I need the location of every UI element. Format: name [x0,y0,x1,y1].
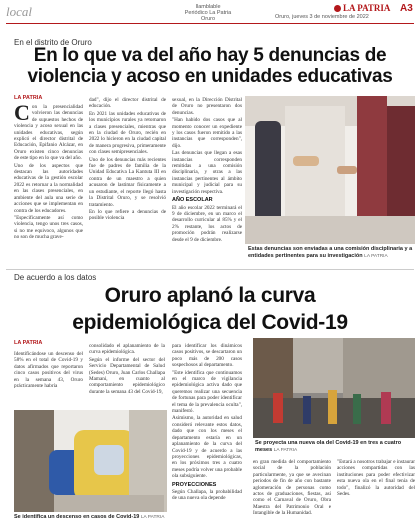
article1-headline-line1: En lo que va del año hay 5 denuncias de [33,45,387,66]
article1-headline [6,45,414,87]
article2-caption-right-credit: LA PATRIA [273,447,298,453]
article2-byline: LA PATRIA [14,340,43,346]
article1-col1-p1: on la presencialidad volvieron las denuncias de supuestos hechos de violencia y acoso sexual en las unidades educativas, según explicó el director distrital de Educación, Epifanio Alcázar, en Oruro existen cinco denuncias de este tipo en lo que va del año. [14,104,83,162]
article2-photo-left-illustration [14,410,167,512]
page-number: A3 [400,3,413,14]
article2-caption-left-credit: LA PATRIA [140,515,165,520]
article2-photo-left [14,410,167,512]
article1-byline: LA PATRIA [14,95,43,101]
article2-column-1 [14,351,83,405]
article1-col2-p4: En lo que refiere a denuncias de posible violencia [89,208,166,222]
article1-column-2 [89,97,166,257]
masthead-rule [6,23,414,24]
article1-col1-p2: Uno de los aspectos que destacan las autoridades educativas de la gestión escolar 2022 es retornar a la normalidad en las clases presenciales, en ambiente del aula una serie de acciones que se implementan en contra de los educadores. [14,162,83,214]
article1-caption-text: Estas denuncias son enviadas a una comisión disciplinaria y a entidades pertinentes para su investigación [248,246,413,259]
article-divider [6,269,414,270]
article2-col3-subhead: PROYECCIONES [172,481,217,488]
article2-col5-p1: "Estará a nosotros trabajar e instaurar acciones compartidas con las instituciones para poder efectivizar esta nueva ola en el final tenía de todo", finalizó la autoridad del Sedes. [337,459,415,498]
masthead-center [178,4,238,22]
article1-photo-illustration [245,96,415,244]
newspaper-logo [334,3,390,13]
article2-col2-p1: consolidado el aplanamiento de la curva epidemiológica. [89,343,165,356]
article1-photo [245,96,415,244]
article2-caption-left-text: Se identifica un descenso en casos de Covid-19 [14,514,140,520]
article1-col2-p1: dad", dijo el director distrital de educación. [89,97,166,110]
masthead-center-line1: Ilamblable [195,4,221,10]
article1-caption-credit: LA PATRIA [364,253,388,259]
section-label: local [6,4,32,19]
issue-date: Oruro, jueves 3 de noviembre de 2022 [275,14,369,20]
article1-col3-p2: "Han habido dos casos que al momento conocer un expediente y los casos fueron remitido a las instancias que corresponden", dijo. [172,117,242,149]
article1-column-3 [172,97,242,257]
article2-headline-line2: epidemiológica del Covid-19 [72,311,348,334]
article2-headline-line1: Oruro aplanó la curva [104,284,316,307]
article2-column-3 [172,343,242,523]
article2-col3-p4: Según Challapa, la probabilidad de una nueva ola depende [172,488,242,502]
logo-mark-icon [334,5,341,12]
article2-column-2 [89,343,165,405]
article2-column-5 [337,459,415,525]
article2-col3-p2: "Este identifica que continuamos en el marco de vigilancia epidemiológica activa dado que queremos realizar una secuencia de fortunas para poder identificar el tema de la prevalencia oculta", manifestó. [172,369,242,415]
article2-caption-left [14,514,174,522]
article1-col2-p2: En 2021 las unidades educativas de los municipios rurales ya retornaron a clases presenciales, mientras que en la ciudad de Oruro, recién en 2022 lo hicieron en la ciudad capital de manera progresiva, primeramente con clases semipresenciales. [89,110,166,156]
article2-col2-p2: Según el informe del sector del Servicio Departamental de Salud (Sedes) Oruro, Juan Carlos Challapa Mamani, en cuanto al comportamiento epidemiológico durante la semana 43 del Covid-19, [89,356,165,395]
article1-col2-p3: Uno de los denuncias más recientes fue de padres de familia de la Unidad Educativa La Kantuta III en contra de un maestro a quien acusaron de lastimar físicamente a un estudiante, el reporte llegó hasta la Distrital Oruro, y se resolvió tratamiento. [89,156,166,208]
article2-photo-right-illustration [253,338,415,438]
article1-kicker: En el distrito de Oruro [14,38,92,47]
masthead-center-line2: Periódico La Patria Oruro [184,10,232,22]
article2-photo-right [253,338,415,438]
logo-text: LA PATRIA [343,3,391,13]
article1-col3-p3: Las denuncias que llegan a esas instancias corresponden remitidas a una comisión disciplinaria, y otras a las instancias pertinentes al ámbito municipal y judicial para su investigación respectiva. [172,150,242,195]
article2-col4-p1: en gran medida del comportamiento social de la población particularmente, ya que se avecinan periodos de fin de año con bastante aglomeración de personas como actos de graduaciones, fiestas, así como el Carnaval de Oruro, Obra Maestra del Patrimonio Oral e Intangible de la Humanidad. [253,459,331,517]
article2-caption-right [255,440,415,454]
article2-caption-right-text: Se proyecta una nueva ola del Covid-19 en tres a cuatro meses [255,440,402,453]
article1-col3-p1: sexual, en la Dirección Distrital de Oruro no presentaron dos denuncias. [172,97,242,116]
article2-column-4 [253,459,331,525]
article1-col3-p4: El año escolar 2022 terminará el 9 de diciembre, en un marco el desarrollo curricular al 85% y el 2% restante, los actos de promoción podrán realizarse desde el 9 de diciembre. [172,204,242,243]
article1-column-1 [14,104,83,256]
article2-col3-p1: para identificar los dinámicos casos positivos, se descartaron un poco más de 200 casos sospechosos al departamento. [172,343,242,369]
article2-kicker: De acuerdo a los datos [14,273,97,282]
article2-col3-p3: Asimismo, la autoridad en salud consideró relevante estos datos, dado que con los meses el departamento estaría en un aplanamiento de la curva del Covid-19 y de acuerdo a las proyecciones epidemiológicas, en los próximos tres a cuatro meses podría volver una probable ola subsiguiente. [172,415,242,480]
article2-col1-p1: Identificándose un descenso del 58% en el total de Covid-19 y datos afirmados que reportaron cinco casos positivos del virus en la semana 43, Oruro prácticamente habría [14,351,83,390]
article2-headline [6,282,414,336]
article1-col3-subhead: AÑO ESCOLAR [172,197,213,204]
article1-headline-line2: violencia y acoso en unidades educativas [27,66,393,87]
article1-caption [248,246,416,260]
article1-drop-cap: C [14,104,30,125]
article1-col1-p3: "Especificamente así como violencia, tengo unos tres casos, si no me equivoco, algunos que no son de mucha grave- [14,214,83,241]
